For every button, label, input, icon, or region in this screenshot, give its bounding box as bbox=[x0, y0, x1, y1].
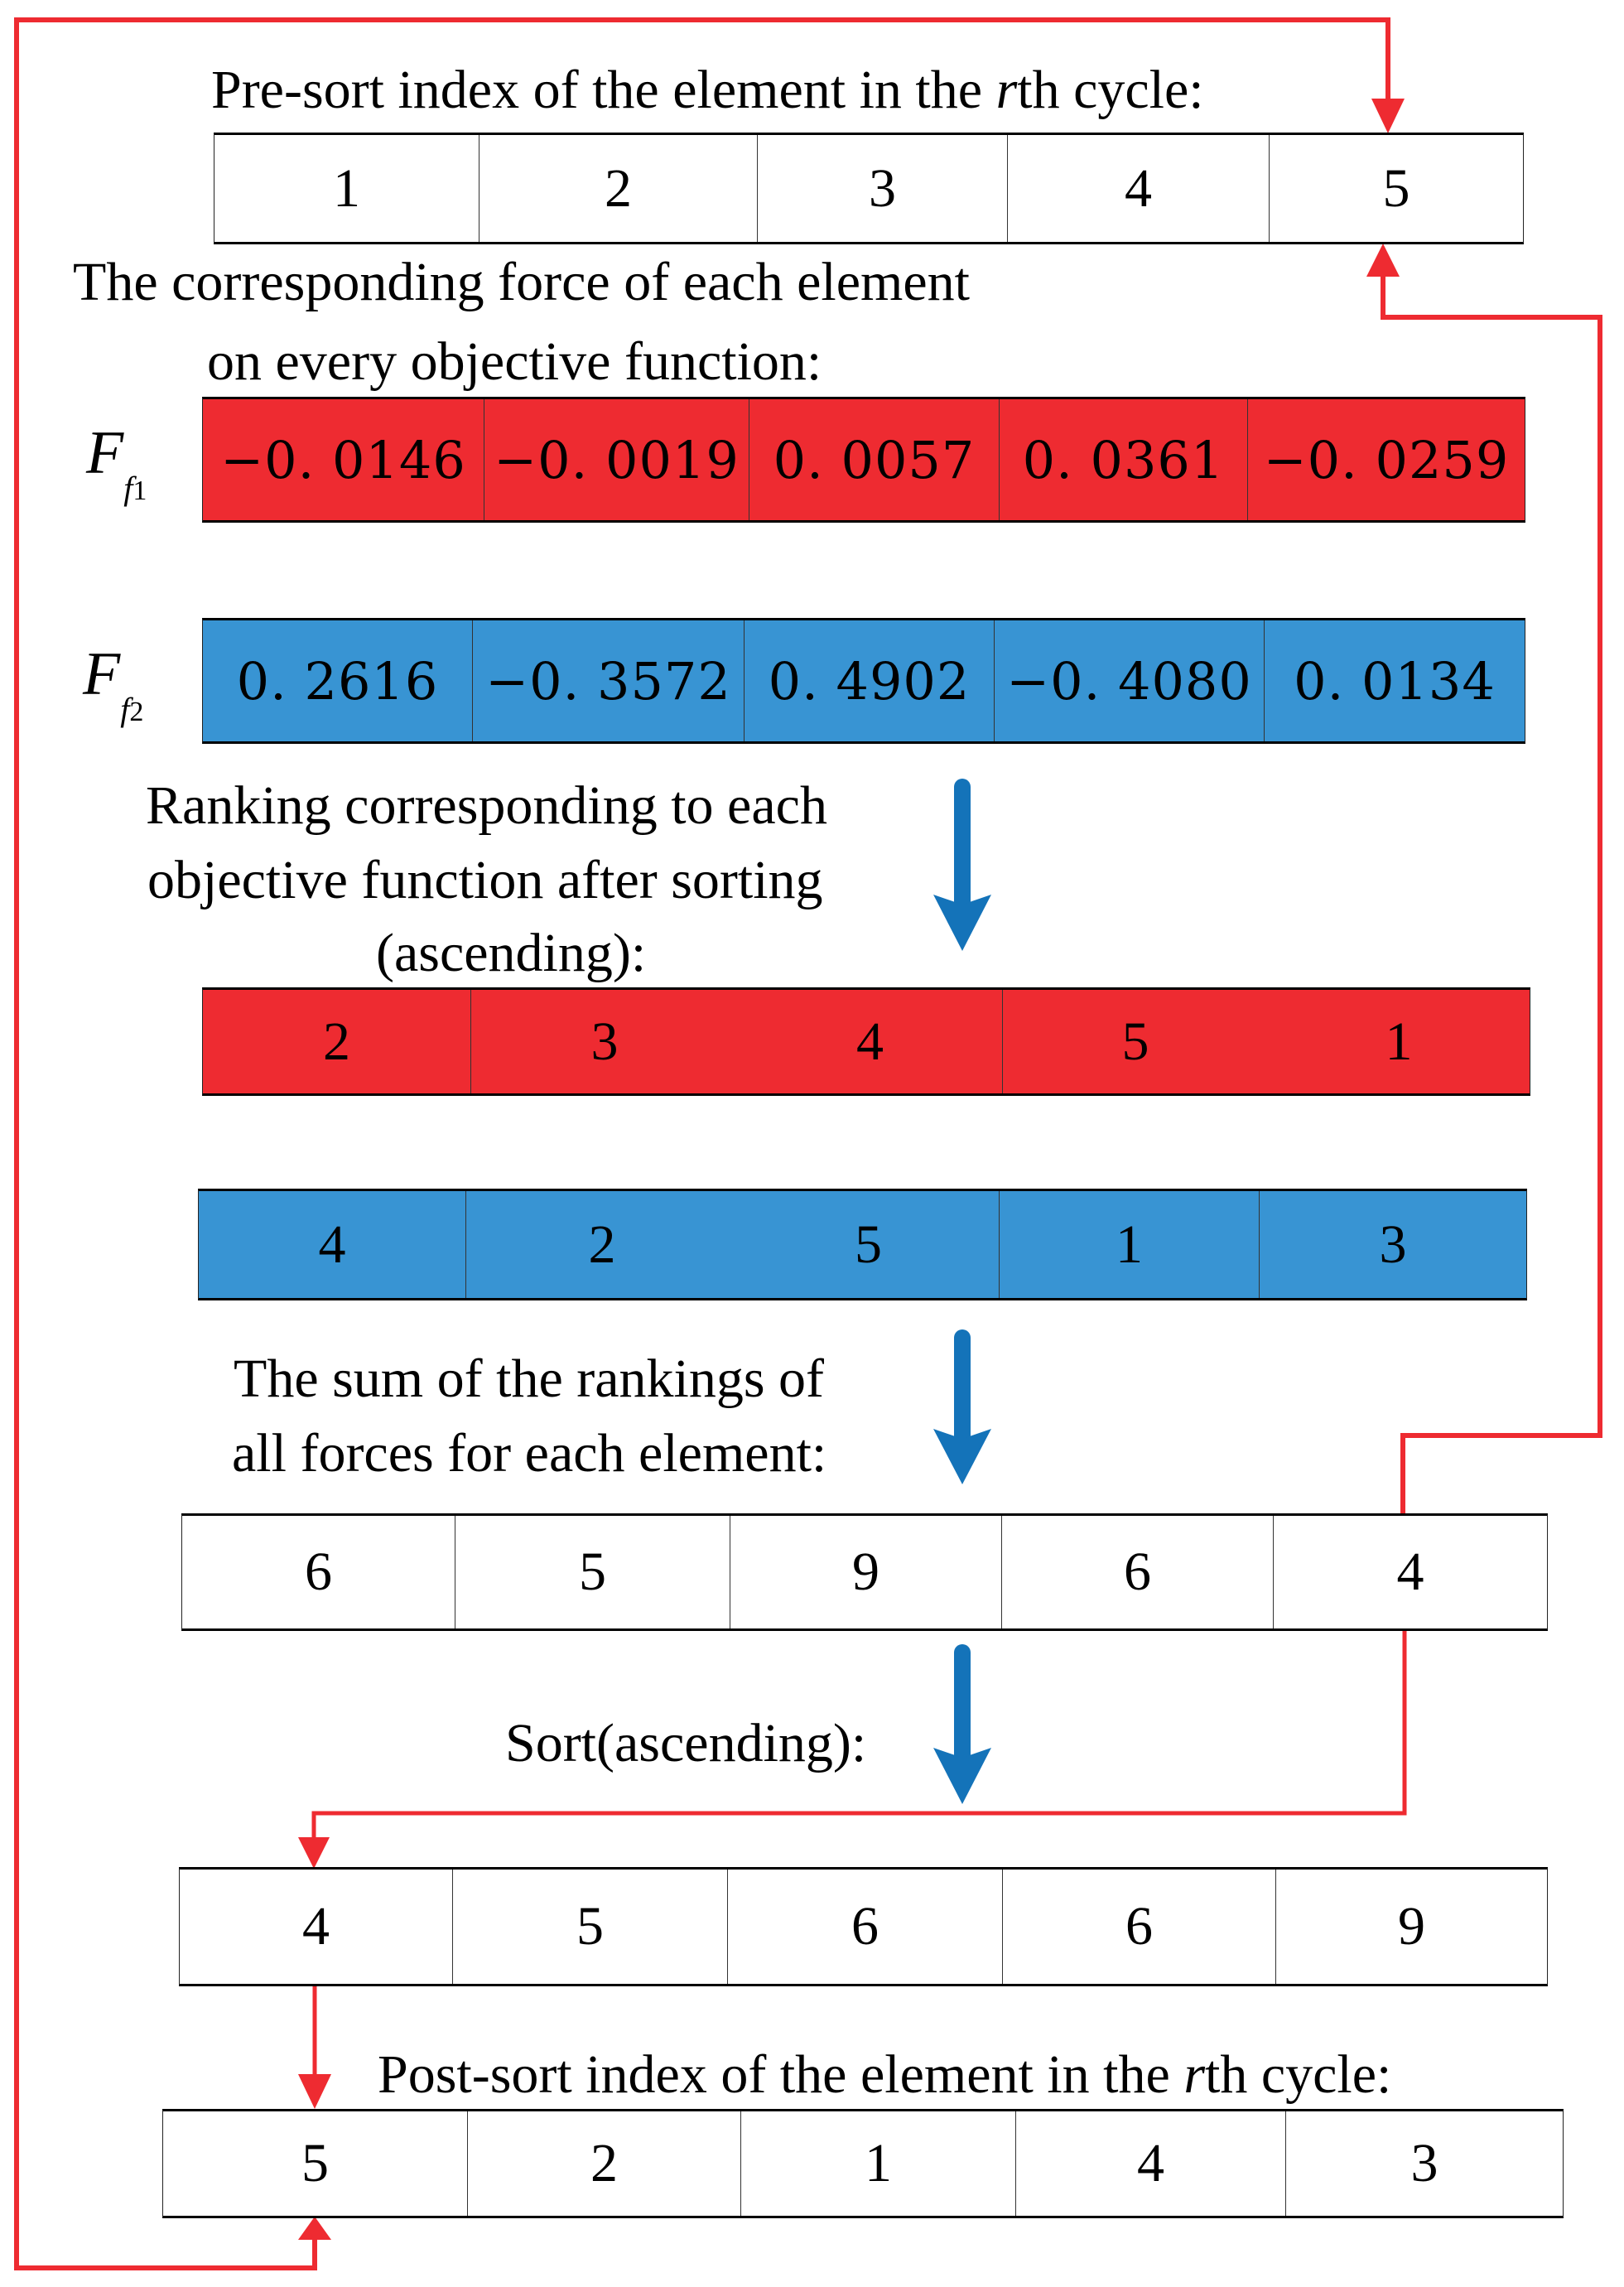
ranking-cell: 1 bbox=[1000, 1191, 1260, 1298]
sorted-cell: 6 bbox=[1003, 1870, 1276, 1984]
force-heading-line2: on every objective function: bbox=[207, 331, 822, 392]
force-value-cell: −0. 0019 bbox=[484, 399, 749, 520]
arrowhead-down-presort bbox=[1371, 99, 1405, 133]
ranking-cell: 4 bbox=[199, 1191, 466, 1298]
sum-cell: 4 bbox=[1396, 1542, 1424, 1602]
sorted-cell: 6 bbox=[728, 1870, 1003, 1984]
ranking-cell: 4 bbox=[738, 990, 1003, 1093]
arrowhead-down-postsort bbox=[298, 2074, 331, 2109]
sum-cell: 6 bbox=[182, 1516, 455, 1628]
force-heading-line1: The corresponding force of each element bbox=[73, 252, 970, 312]
force-value-cell: −0. 3572 bbox=[473, 620, 745, 741]
sum-cell: 5 bbox=[455, 1516, 730, 1628]
ranking-cell: 2 bbox=[588, 1213, 616, 1275]
sum-heading-line1: The sum of the rankings of bbox=[234, 1349, 825, 1409]
force-value-cell: 0. 0057 bbox=[749, 399, 1000, 520]
blue-arrow-sum bbox=[933, 1338, 991, 1484]
ranking-row-f1 bbox=[202, 987, 1530, 1096]
sum-cell: 9 bbox=[730, 1516, 1002, 1628]
force-label-f1: $F_{f1}$ bbox=[86, 419, 147, 507]
blue-arrow-ranking bbox=[933, 787, 991, 951]
presort-cell: 4 bbox=[1008, 135, 1270, 242]
force-value-cell: 0. 0134 bbox=[1294, 650, 1496, 712]
sorted-row bbox=[179, 1867, 1548, 1986]
sum-cell: 6 bbox=[1002, 1516, 1274, 1628]
sort-heading: Sort(ascending): bbox=[505, 1713, 867, 1773]
ranking-heading-line2: objective function after sorting bbox=[147, 850, 823, 910]
force-label-f2: $F_{f2}$ bbox=[83, 640, 144, 728]
postsort-cell: 1 bbox=[741, 2111, 1016, 2216]
ranking-row-f2 bbox=[198, 1189, 1527, 1300]
ranking-cell: 3 bbox=[1379, 1213, 1407, 1275]
ranking-cell: 5 bbox=[1121, 1011, 1149, 1072]
presort-title: Pre-sort index of the element in the rth cycle: bbox=[211, 60, 1204, 120]
arrowhead-up-postsort bbox=[298, 2217, 331, 2240]
presort-cell: 5 bbox=[1382, 157, 1410, 219]
ranking-cell: 1 bbox=[1385, 1011, 1413, 1072]
sum-row bbox=[181, 1513, 1548, 1631]
postsort-index-row bbox=[162, 2109, 1564, 2218]
postsort-title: Post-sort index of the element in the rth cycle: bbox=[378, 2044, 1392, 2105]
ranking-cell: 5 bbox=[738, 1191, 1000, 1298]
postsort-cell: 4 bbox=[1016, 2111, 1286, 2216]
sorted-cell: 9 bbox=[1398, 1896, 1425, 1956]
force-value-cell: −0. 0146 bbox=[203, 399, 484, 520]
sorted-cell: 4 bbox=[180, 1870, 453, 1984]
force-value-cell: −0. 4080 bbox=[995, 620, 1265, 741]
force-row-f1 bbox=[202, 397, 1525, 523]
force-value-cell: 0. 0361 bbox=[1000, 399, 1248, 520]
arrowhead-down-sorted bbox=[298, 1837, 330, 1869]
postsort-cell: 5 bbox=[163, 2111, 468, 2216]
presort-index-row bbox=[214, 133, 1524, 244]
postsort-cell: 3 bbox=[1410, 2133, 1438, 2193]
presort-cell: 1 bbox=[214, 135, 479, 242]
ranking-cell: 2 bbox=[203, 990, 471, 1093]
sorted-cell: 5 bbox=[453, 1870, 728, 1984]
force-value-cell: 0. 2616 bbox=[203, 620, 473, 741]
force-value-cell: −0. 0259 bbox=[1263, 429, 1510, 490]
force-value-cell: 0. 4902 bbox=[745, 620, 995, 741]
ranking-heading-line3: (ascending): bbox=[376, 923, 647, 983]
arrowhead-up-presort bbox=[1366, 244, 1400, 277]
presort-cell: 2 bbox=[479, 135, 758, 242]
blue-arrow-sort bbox=[933, 1653, 991, 1804]
force-row-f2 bbox=[202, 618, 1525, 744]
ranking-heading-line1: Ranking corresponding to each bbox=[146, 775, 827, 836]
sum-heading-line2: all forces for each element: bbox=[232, 1423, 827, 1484]
ranking-cell: 3 bbox=[590, 1011, 619, 1072]
presort-cell: 3 bbox=[758, 135, 1008, 242]
postsort-cell: 2 bbox=[468, 2111, 741, 2216]
